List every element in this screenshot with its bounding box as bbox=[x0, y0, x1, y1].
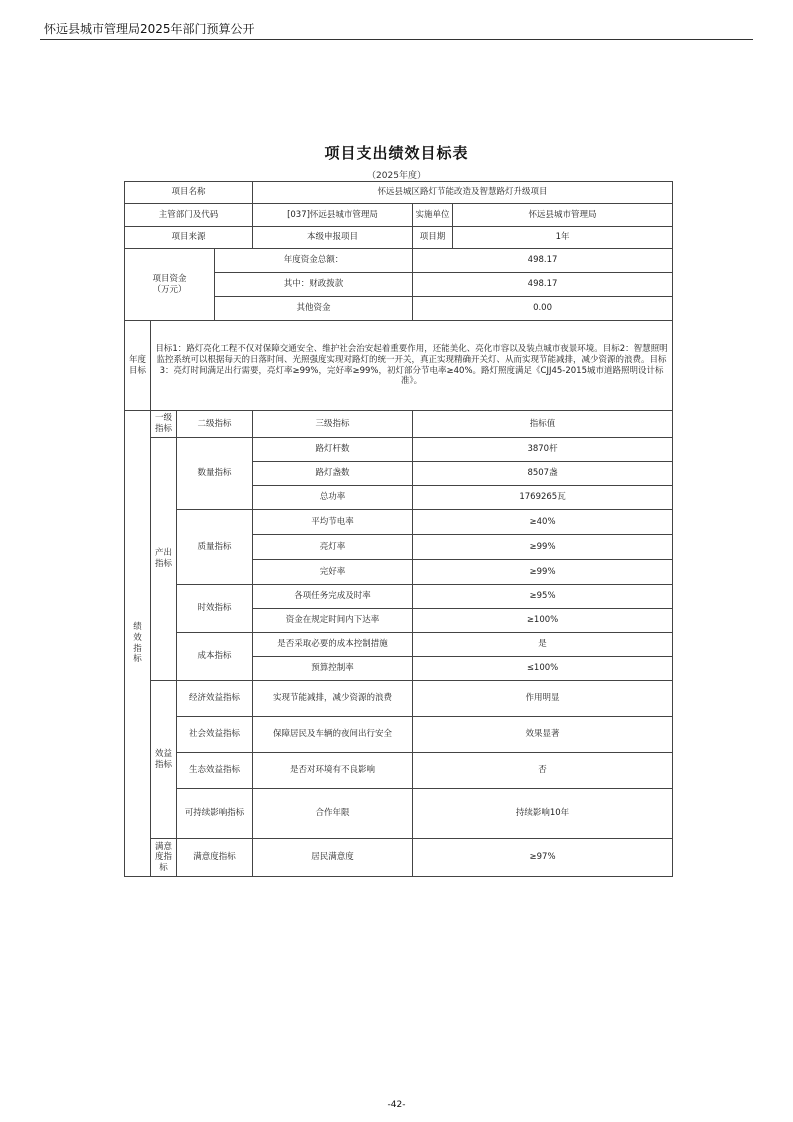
header-rule bbox=[40, 39, 753, 40]
timeliness-group: 时效指标 bbox=[177, 585, 253, 633]
dept-label: 主管部门及代码 bbox=[125, 204, 253, 227]
indicator-value: 否 bbox=[413, 753, 673, 789]
indicator-name: 路灯杆数 bbox=[253, 438, 413, 462]
indicator-value: 持续影响10年 bbox=[413, 789, 673, 839]
indicator-name: 各项任务完成及时率 bbox=[253, 585, 413, 609]
indicator-name: 路灯盏数 bbox=[253, 462, 413, 486]
source-value: 本级申报项目 bbox=[253, 227, 413, 249]
period-label: 项目期 bbox=[413, 227, 453, 249]
indicator-value: ≤100% bbox=[413, 657, 673, 681]
perf-label: 绩 效 指 标 bbox=[125, 411, 151, 877]
indicator-value: ≥40% bbox=[413, 510, 673, 535]
perf-header-l3: 三级指标 bbox=[253, 411, 413, 438]
benefit-label: 效益 指标 bbox=[151, 681, 177, 839]
indicator-name: 亮灯率 bbox=[253, 535, 413, 560]
performance-table bbox=[124, 181, 673, 877]
indicator-name: 居民满意度 bbox=[253, 839, 413, 877]
indicator-value: ≥97% bbox=[413, 839, 673, 877]
funds-other-value: 0.00 bbox=[413, 297, 673, 321]
funds-fiscal-label: 其中：财政拨款 bbox=[215, 273, 413, 297]
benefit-group: 生态效益指标 bbox=[177, 753, 253, 789]
funds-total-value: 498.17 bbox=[413, 249, 673, 273]
funds-other-label: 其他资金 bbox=[215, 297, 413, 321]
dept-value: [037]怀远县城市管理局 bbox=[253, 204, 413, 227]
funds-total-label: 年度资金总额： bbox=[215, 249, 413, 273]
indicator-value: 3870杆 bbox=[413, 438, 673, 462]
indicator-name: 完好率 bbox=[253, 560, 413, 585]
perf-header-l2: 二级指标 bbox=[177, 411, 253, 438]
indicator-value: 是 bbox=[413, 633, 673, 657]
indicator-name: 预算控制率 bbox=[253, 657, 413, 681]
indicator-value: 8507盏 bbox=[413, 462, 673, 486]
project-name-label: 项目名称 bbox=[125, 182, 253, 204]
impl-label: 实施单位 bbox=[413, 204, 453, 227]
indicator-name: 保障居民及车辆的夜间出行安全 bbox=[253, 717, 413, 753]
benefit-group: 社会效益指标 bbox=[177, 717, 253, 753]
indicator-name: 资金在规定时间内下达率 bbox=[253, 609, 413, 633]
quality-group: 质量指标 bbox=[177, 510, 253, 585]
table-year: （2025年度） bbox=[367, 171, 426, 181]
funds-fiscal-value: 498.17 bbox=[413, 273, 673, 297]
period-value: 1年 bbox=[453, 227, 673, 249]
indicator-name: 是否采取必要的成本控制措施 bbox=[253, 633, 413, 657]
cost-group: 成本指标 bbox=[177, 633, 253, 681]
table-title: 项目支出绩效目标表 bbox=[324, 144, 469, 162]
indicator-value: 作用明显 bbox=[413, 681, 673, 717]
indicator-name: 实现节能减排，减少资源的浪费 bbox=[253, 681, 413, 717]
page-number: -42- bbox=[387, 1100, 406, 1110]
indicator-name: 总功率 bbox=[253, 486, 413, 510]
benefit-group: 经济效益指标 bbox=[177, 681, 253, 717]
indicator-value: ≥100% bbox=[413, 609, 673, 633]
project-name: 怀远县城区路灯节能改造及智慧路灯升级项目 bbox=[253, 182, 673, 204]
page-header: 怀远县城市管理局2025年部门预算公开 bbox=[44, 22, 255, 36]
funds-label: 项目资金 （万元） bbox=[125, 249, 215, 321]
goal-text: 目标1：路灯亮化工程不仅对保障交通安全、维护社会治安起着重要作用，还能美化、亮化市容以及装点城市夜景环境。目标2：智慧照明监控系统可以根据每天的日落时间、光照强度实现对路灯的统一开关，真正实现精确开关灯、从而实现节能减排，减少资源的浪费。目标3：亮灯时间满足出行需要，亮灯率≥99%，完好率≥99%，初灯部分节电率≥40%。路灯照度满足《CJJ45-2015城市道路照明设计标准》。 bbox=[151, 321, 673, 411]
indicator-name: 是否对环境有不良影响 bbox=[253, 753, 413, 789]
satisfaction-label: 满意 度指 标 bbox=[151, 839, 177, 877]
benefit-group: 可持续影响指标 bbox=[177, 789, 253, 839]
perf-header-l1: 一级 指标 bbox=[151, 411, 177, 438]
indicator-value: 效果显著 bbox=[413, 717, 673, 753]
indicator-value: ≥95% bbox=[413, 585, 673, 609]
indicator-value: ≥99% bbox=[413, 535, 673, 560]
indicator-name: 平均节电率 bbox=[253, 510, 413, 535]
satisfaction-group: 满意度指标 bbox=[177, 839, 253, 877]
impl-value: 怀远县城市管理局 bbox=[453, 204, 673, 227]
perf-header-value: 指标值 bbox=[413, 411, 673, 438]
output-label: 产出 指标 bbox=[151, 438, 177, 681]
goal-label: 年度 目标 bbox=[125, 321, 151, 411]
source-label: 项目来源 bbox=[125, 227, 253, 249]
indicator-value: ≥99% bbox=[413, 560, 673, 585]
indicator-value: 1769265瓦 bbox=[413, 486, 673, 510]
quantity-group: 数量指标 bbox=[177, 438, 253, 510]
indicator-name: 合作年限 bbox=[253, 789, 413, 839]
